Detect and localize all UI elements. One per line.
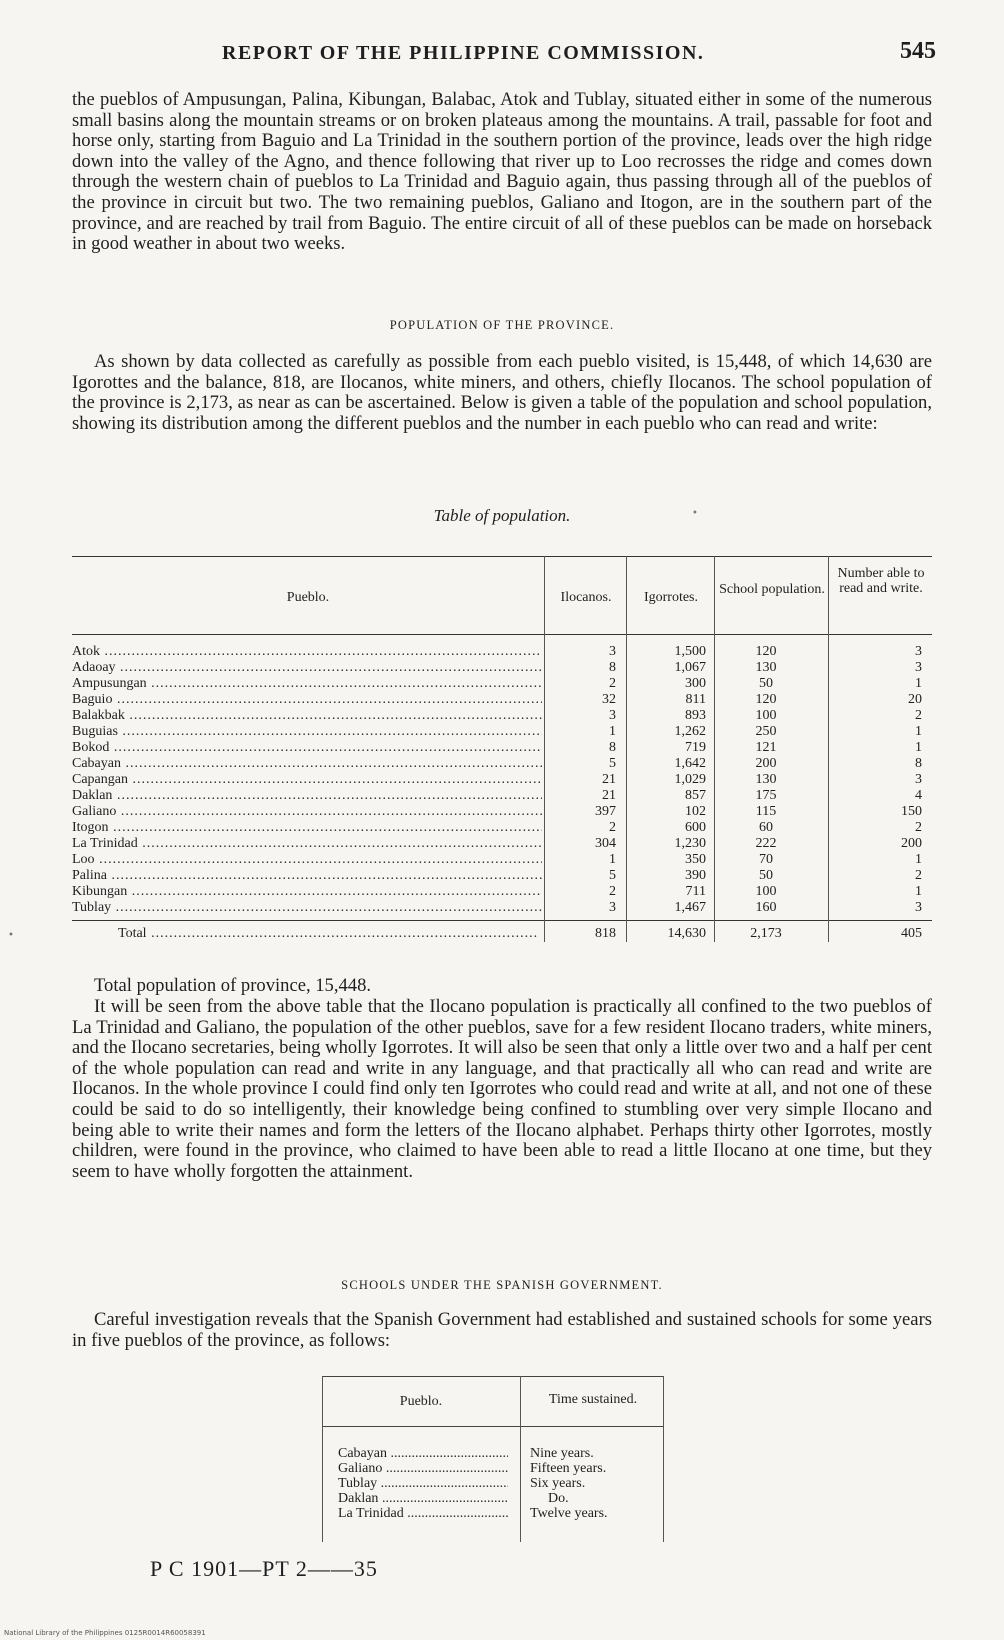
table-row [72,756,932,772]
table-row [72,644,932,660]
row-ilocanos: 3 [609,644,616,659]
row-school: 115 [755,804,777,819]
row-ilocanos: 21 [602,772,616,787]
row-school: 100 [755,708,777,723]
row-ilocanos: 8 [609,660,616,675]
table-rule-top [72,556,932,557]
row-igorrotes: 1,642 [674,756,706,771]
row-pueblo: Balakbak ..... [72,708,542,724]
row-school: 175 [755,788,777,803]
population-table [72,556,932,948]
table-row [72,708,932,724]
row-igorrotes: 300 [685,676,706,691]
row-igorrotes: 1,467 [674,900,706,915]
row-read-write: 3 [915,772,922,787]
section-heading-population: POPULATION OF THE PROVINCE. [389,318,615,332]
table-row [72,804,932,820]
table-row [322,1476,664,1491]
table-row [72,740,932,756]
row-pueblo: Tublay ..... [72,900,542,916]
col-header-school: School population. [719,582,825,597]
row-ilocanos: 397 [595,804,616,819]
table-rule-header [72,634,932,635]
row-pueblo: Atok ..... [72,644,542,660]
paragraph-trail: the pueblos of Ampusungan, Palina, Kibungan, Balabac, Atok and Tublay, situated either in some of the numerous small basins along the mountain streams or on broken plateaus among the mountains. A trail, passable for foot and horse only, starting from Baguio and La Trinidad in the southern portion of the province, leads over the high ridge down into the valley of the Agno, and thence following that river up to Loo recrosses the ridge and comes down through the western chain of pueblos to La Trinidad and Baguio again, thus passing through all of the pueblos of the province in circuit but two. The two remaining pueblos, Galiano and Itogon, are in the southern part of the province, and are reached by trail from Baguio. The entire circuit of all of these pueblos can be made on horseback in good weather in about two weeks. [72,89,932,255]
row-read-write: 2 [915,708,922,723]
row-ilocanos: 5 [609,868,616,883]
row-time: Nine years. [530,1446,594,1461]
page-header [72,36,936,70]
row-read-write: 3 [915,900,922,915]
row-ilocanos: 2 [609,820,616,835]
row-read-write: 150 [901,804,922,819]
table-row [322,1506,664,1521]
row-school: 160 [755,900,777,915]
row-school: 120 [755,692,777,707]
row-igorrotes: 1,230 [674,836,706,851]
row-ilocanos: 304 [595,836,616,851]
row-ilocanos: 21 [602,788,616,803]
row-igorrotes: 719 [685,740,706,755]
table-row [72,900,932,916]
col-header-read-write: Number able to read and write. [837,566,925,596]
row-school: 70 [759,852,773,867]
table-row [72,660,932,676]
row-igorrotes: 1,029 [674,772,706,787]
row-school: 222 [755,836,777,851]
row-pueblo: Kibungan ..... [72,884,542,900]
row-read-write: 8 [915,756,922,771]
table-row [72,836,932,852]
table-body [72,644,932,916]
row-igorrotes: 1,500 [674,644,706,659]
row-pueblo: Ampusungan ..... [72,676,542,692]
table-row [72,820,932,836]
row-pueblo: Itogon ..... [72,820,542,836]
row-read-write: 1 [915,852,922,867]
row-school: 130 [755,772,777,787]
row-igorrotes: 102 [685,804,706,819]
row-ilocanos: 2 [609,884,616,899]
table-row [72,884,932,900]
row-igorrotes: 811 [685,692,706,707]
row-time: Fifteen years. [530,1461,607,1476]
row-pueblo: Bokod ..... [72,740,542,756]
row-school: 250 [755,724,777,739]
row-pueblo: Palina ..... [72,868,542,884]
running-head: REPORT OF THE PHILIPPINE COMMISSION. [222,42,705,64]
row-read-write: 4 [915,788,922,803]
row-ilocanos: 32 [602,692,616,707]
row-pueblo: Daklan ..... [72,788,542,804]
paragraph-population: As shown by data collected as carefully as possible from each pueblo visited, is 15,448, of which 14,630 are Igorottes and the balance, 818, are Ilocanos, white miners, and others, chiefly Ilocanos. The school population of the province is 2,173, as near as can be ascertained. Below is given a table of the population and school population, showing its distribution among the different pueblos and the number in each pueblo who can read and write: [72,351,932,434]
row-pueblo: Galiano ..... [338,1461,508,1477]
row-pueblo: La Trinidad ..... [72,836,542,852]
row-read-write: 1 [915,884,922,899]
row-ilocanos: 5 [609,756,616,771]
row-ilocanos: 8 [609,740,616,755]
row-ilocanos: 1 [609,724,616,739]
row-school: 200 [755,756,777,771]
row-ilocanos: 1 [609,852,616,867]
table-row [72,692,932,708]
row-pueblo: Cabayan ..... [72,756,542,772]
row-ilocanos: 2 [609,676,616,691]
table-caption: Table of population. [433,506,571,525]
col-header-igorrotes: Igorrotes. [643,590,699,605]
total-label: Total ..... [118,926,538,942]
paragraph-analysis: It will be seen from the above table that the Ilocano population is practically all confined to the two pueblos of La Trinidad and Galiano, the population of the other pueblos, save for a few resident Ilocano traders, white miners, and the Ilocano secretaries, being wholly Igorrotes. It will also be seen that only a little over two and a half per cent of the whole population can read and write in any language, and that practically all who can read and write are Ilocanos. In the whole province I could find only ten Igorrotes who could read and write at all, and not one of these could be said to do so intelligently, their knowledge being confined to stumbling over very simple Ilocano and being able to write their names and form the letters of the Ilocano alphabet. Perhaps thirty other Igorrotes, mostly children, were found in the province, who claimed to have been able to read a little Ilocano at one time, but they seem to have wholly forgotten the attainment. [72,996,932,1182]
row-time: Do. [548,1491,569,1506]
row-pueblo: Adaoay ..... [72,660,542,676]
page-number: 545 [900,38,936,64]
row-school: 120 [755,644,777,659]
row-read-write: 2 [915,868,922,883]
row-read-write: 1 [915,740,922,755]
row-pueblo: La Trinidad ..... [338,1506,508,1522]
archive-credit: National Library of the Philippines 0125R0014R60058391 [4,1629,206,1637]
schools-header-time: Time sustained. [548,1392,638,1407]
row-time: Six years. [530,1476,586,1491]
row-read-write: 2 [915,820,922,835]
table-row [72,852,932,868]
table-row [322,1461,664,1476]
stray-mark: • [8,930,14,941]
table-row [72,868,932,884]
row-igorrotes: 1,067 [674,660,706,675]
row-pueblo: Buguias ..... [72,724,542,740]
schools-rule-header [322,1426,664,1427]
row-pueblo: Loo ..... [72,852,542,868]
paragraph-total-population: Total population of province, 15,448. [94,975,372,996]
row-school: 121 [755,740,777,755]
row-pueblo: Daklan ..... [338,1491,508,1507]
row-pueblo: Baguio ..... [72,692,542,708]
row-igorrotes: 893 [685,708,706,723]
section-heading-schools: SCHOOLS UNDER THE SPANISH GOVERNMENT. [341,1278,663,1292]
stray-mark: • [692,508,698,519]
row-school: 100 [755,884,777,899]
schools-table [322,1376,664,1542]
col-header-ilocanos: Ilocanos. [560,590,612,605]
schools-rule-top [322,1376,664,1377]
row-school: 130 [755,660,777,675]
row-read-write: 3 [915,644,922,659]
row-pueblo: Tublay ..... [338,1476,508,1492]
total-school: 2,173 [750,926,782,941]
signature-mark: P C 1901—PT 2——35 [150,1556,378,1581]
table-total-row [72,926,932,944]
row-school: 60 [759,820,773,835]
row-read-write: 20 [908,692,922,707]
paragraph-schools: Careful investigation reveals that the Spanish Government had established and sustained schools for some years in five pueblos of the province, as follows: [72,1309,932,1351]
row-read-write: 200 [901,836,922,851]
table-row [72,788,932,804]
schools-header-pueblo: Pueblo. [399,1394,443,1409]
row-ilocanos: 3 [609,708,616,723]
row-time: Twelve years. [530,1506,608,1521]
row-igorrotes: 390 [685,868,706,883]
row-igorrotes: 350 [685,852,706,867]
row-read-write: 1 [915,676,922,691]
col-header-pueblo: Pueblo. [286,590,330,605]
table-row [322,1491,664,1506]
table-row [72,724,932,740]
row-school: 50 [759,676,773,691]
row-igorrotes: 600 [685,820,706,835]
row-read-write: 3 [915,660,922,675]
row-pueblo: Cabayan ..... [338,1446,508,1462]
row-pueblo: Galiano ..... [72,804,542,820]
table-row [72,676,932,692]
row-read-write: 1 [915,724,922,739]
row-igorrotes: 857 [685,788,706,803]
row-pueblo: Capangan ..... [72,772,542,788]
table-row [72,772,932,788]
total-igorrotes: 14,630 [667,926,706,941]
row-ilocanos: 3 [609,900,616,915]
total-ilocanos: 818 [595,926,616,941]
row-igorrotes: 711 [685,884,706,899]
table-rule-total [72,920,932,921]
table-row [322,1446,664,1461]
row-igorrotes: 1,262 [674,724,706,739]
total-read-write: 405 [901,926,922,941]
schools-body [322,1446,664,1521]
row-school: 50 [759,868,773,883]
